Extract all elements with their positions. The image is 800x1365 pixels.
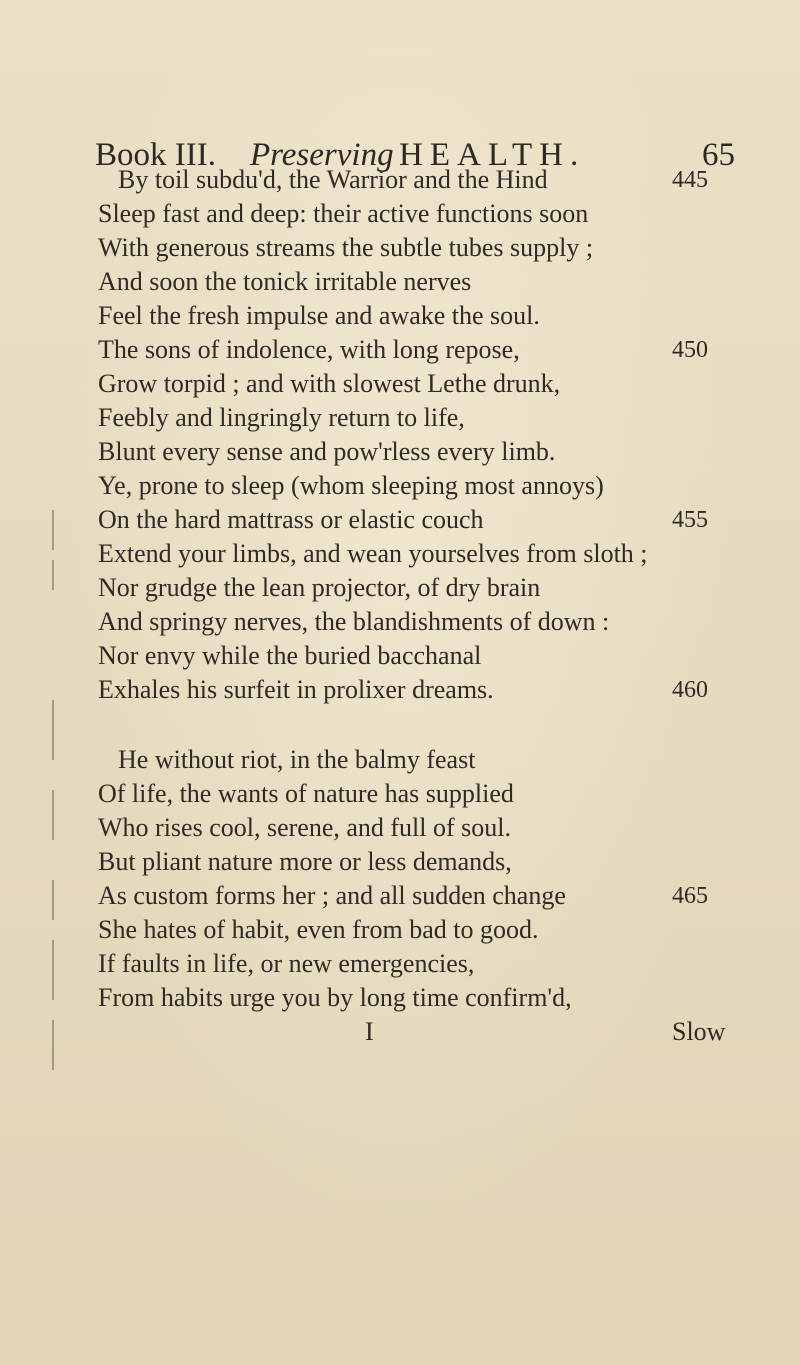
verse-line: Of life, the wants of nature has supplied: [98, 779, 514, 808]
line-number: 445: [672, 167, 708, 193]
line-number: 465: [672, 883, 708, 909]
verse-line: By toil subdu'd, the Warrior and the Hind: [118, 165, 548, 194]
verse-line: Exhales his surfeit in prolixer dreams.: [98, 675, 494, 704]
verse-line: But pliant nature more or less demands,: [98, 847, 512, 876]
verse-line: She hates of habit, even from bad to good.: [98, 915, 539, 944]
verse-line: And springy nerves, the blandishments of down :: [98, 607, 610, 636]
verse-line: Blunt every sense and pow'rless every limb.: [98, 437, 556, 466]
line-number: 455: [672, 507, 708, 533]
verse-line: Nor grudge the lean projector, of dry brain: [98, 573, 541, 602]
verse-line: With generous streams the subtle tubes supply ;: [98, 233, 594, 262]
book-label: Book III.: [95, 137, 216, 173]
margin-binding-marks: [52, 500, 64, 1100]
verse-line: Grow torpid ; and with slowest Lethe drunk,: [98, 369, 561, 398]
header-title: HEALTH.: [399, 137, 586, 173]
verse-line: From habits urge you by long time confirm'd,: [98, 983, 572, 1012]
verse-line: He without riot, in the balmy feast: [118, 745, 476, 774]
verse-line: Feebly and lingringly return to life,: [98, 403, 465, 432]
verse-line: Who rises cool, serene, and full of soul.: [98, 813, 512, 842]
verse-line: The sons of indolence, with long repose,: [98, 335, 520, 364]
verse-line: Nor envy while the buried bacchanal: [98, 641, 482, 670]
line-number: 460: [672, 677, 708, 703]
verse-line: And soon the tonick irritable nerves: [98, 267, 472, 296]
verse-line: Extend your limbs, and wean yourselves from sloth ;: [98, 539, 648, 568]
signature-mark: I: [365, 1017, 374, 1046]
verse-line: As custom forms her ; and all sudden change: [98, 881, 566, 910]
page-number: 65: [702, 137, 735, 173]
catchword: Slow: [672, 1017, 726, 1046]
line-number: 450: [672, 337, 708, 363]
verse-line: Feel the fresh impulse and awake the soul.: [98, 301, 540, 330]
verse-line: On the hard mattrass or elastic couch: [98, 505, 484, 534]
verse-line: If faults in life, or new emergencies,: [98, 949, 475, 978]
verse-line: Ye, prone to sleep (whom sleeping most annoys): [98, 471, 604, 500]
verse-line: Sleep fast and deep: their active functions soon: [98, 199, 589, 228]
header-subtitle: Preserving: [250, 137, 394, 173]
